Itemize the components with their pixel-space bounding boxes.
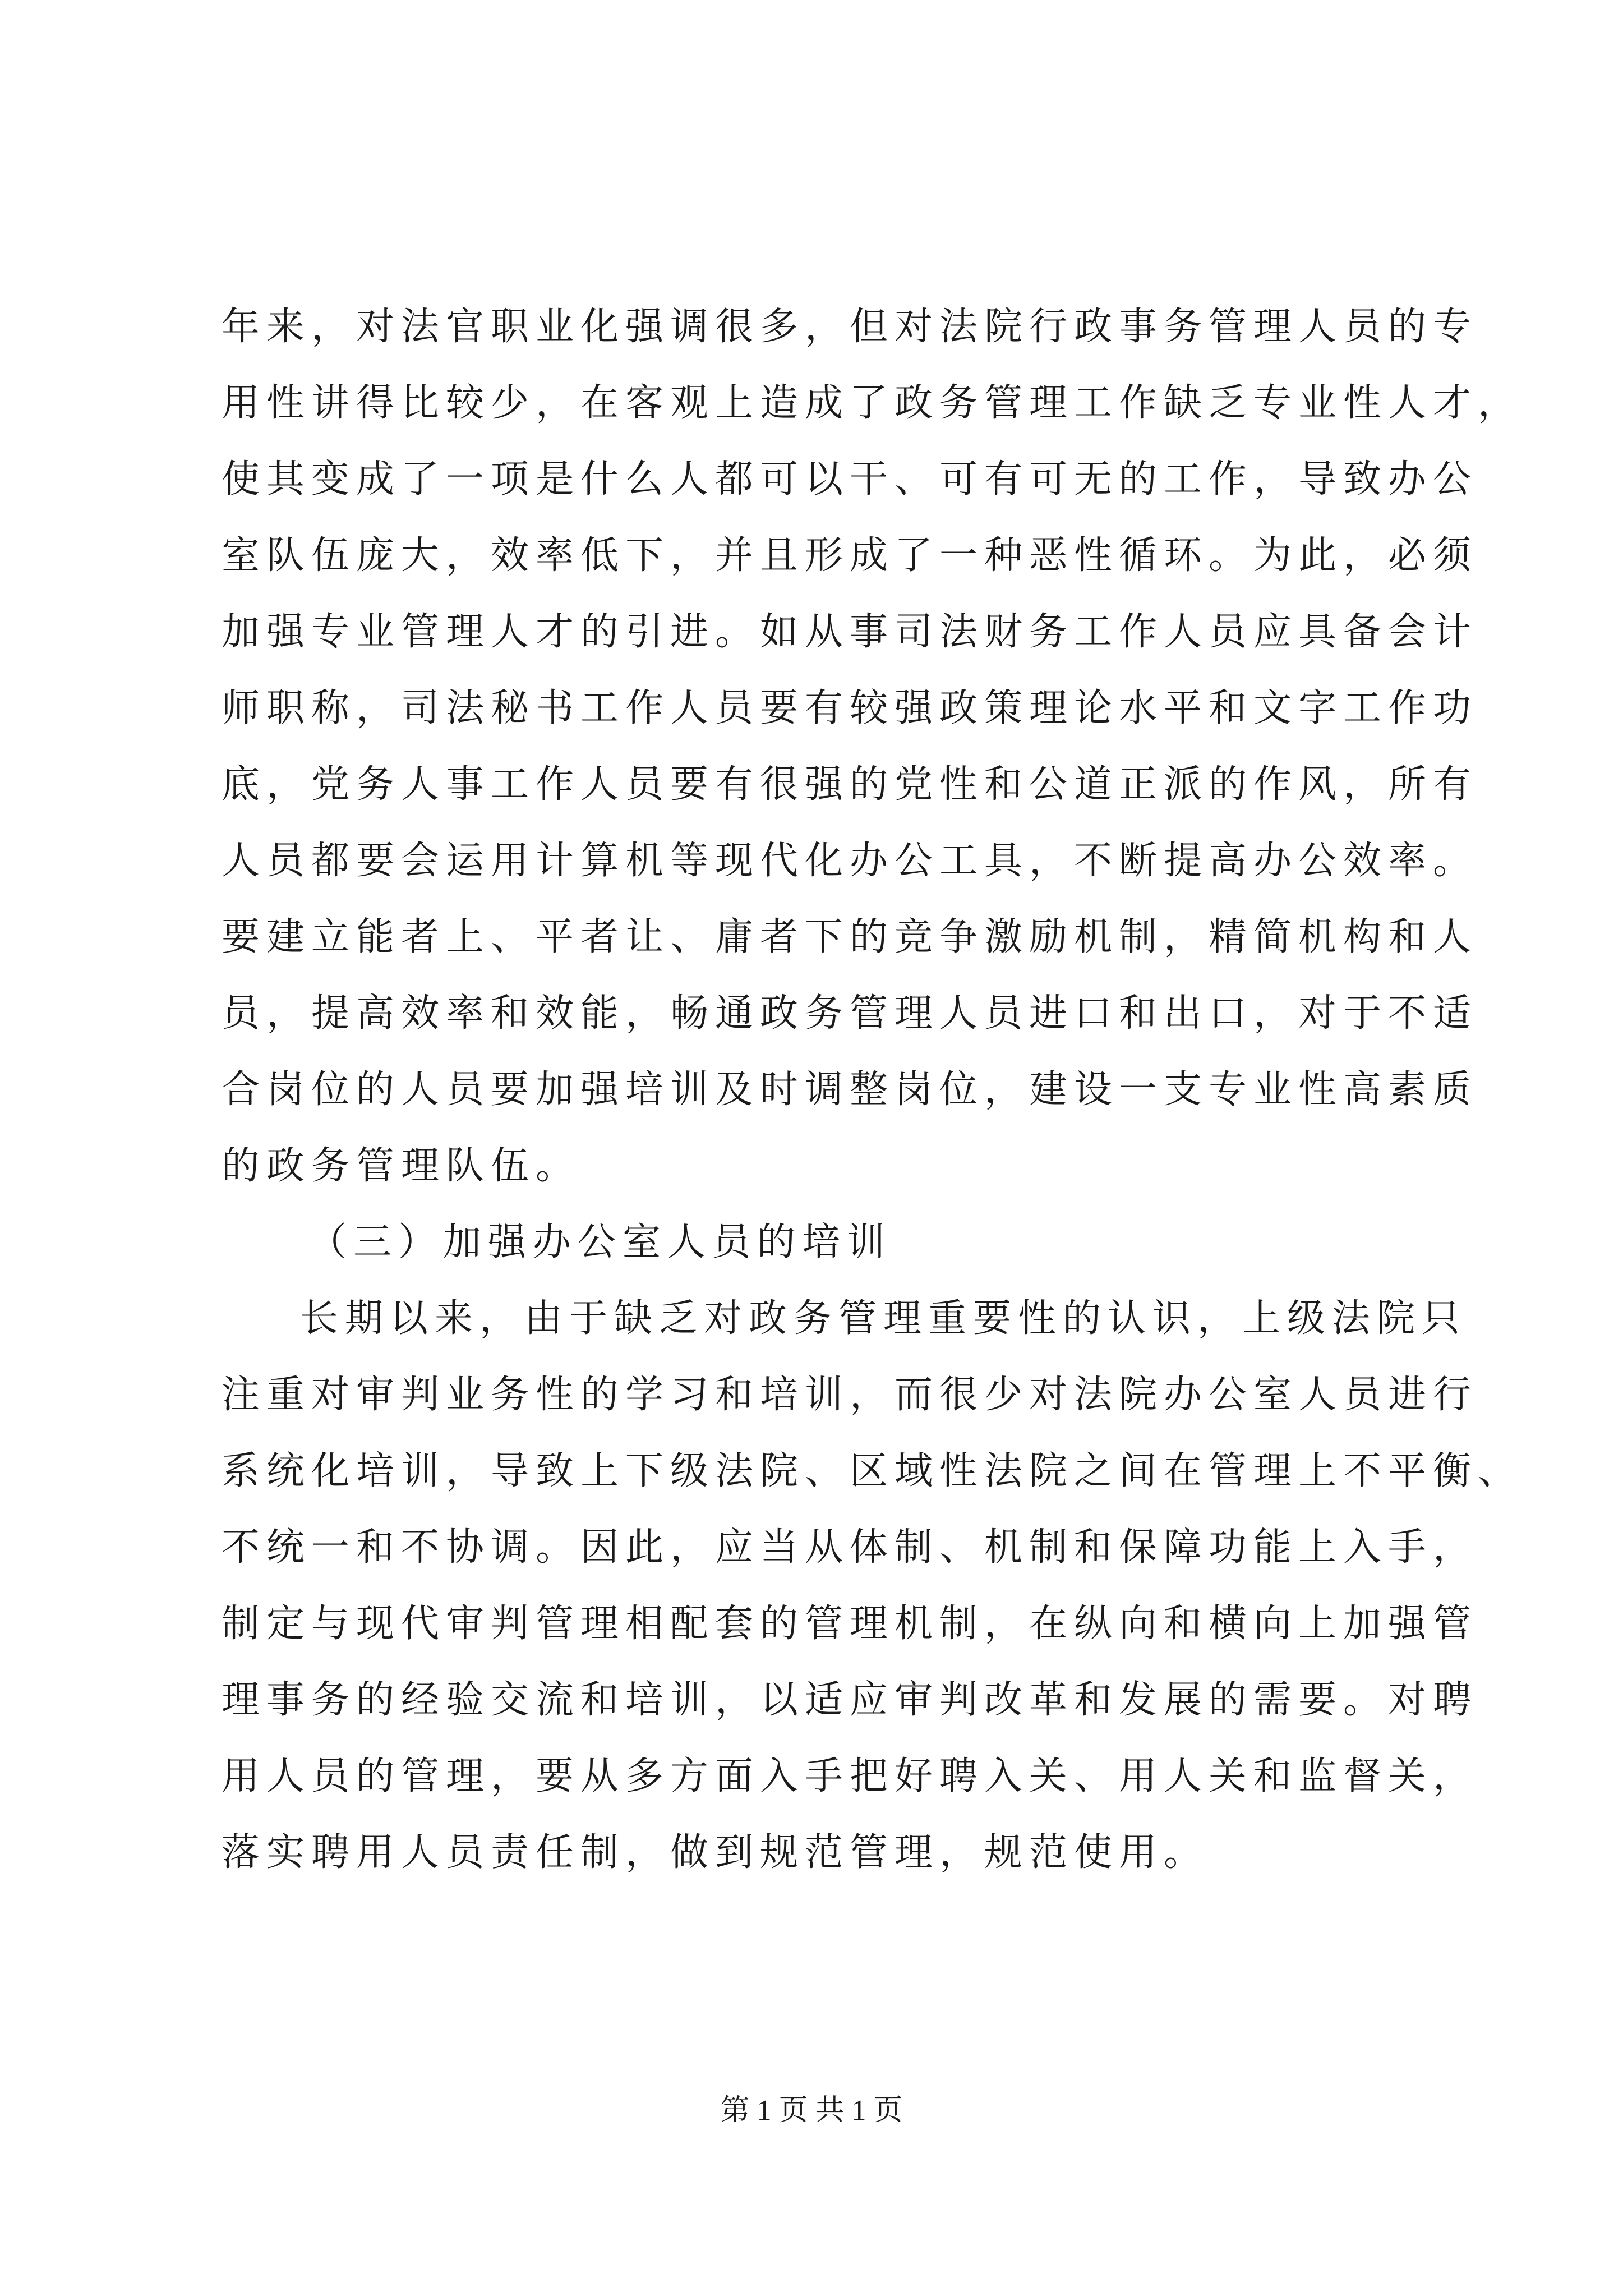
- paragraph-line: 落实聘用人员责任制，做到规范管理，规范使用。: [222, 1830, 1209, 1875]
- document-body: [222, 289, 1523, 1891]
- paragraph-line: 加强专业管理人才的引进。如从事司法财务工作人员应具备会计: [222, 610, 1478, 654]
- paragraph-line: 员，提高效率和效能，畅通政务管理人员进口和出口，对于不适: [222, 991, 1478, 1036]
- page-footer: 第 1 页 共 1 页: [720, 2095, 903, 2127]
- paragraph-line: 系统化培训，导致上下级法院、区域性法院之间在管理上不平衡、: [222, 1449, 1523, 1493]
- paragraph-line: 使其变成了一项是什么人都可以干、可有可无的工作，导致办公: [222, 457, 1478, 501]
- paragraph-line: 理事务的经验交流和培训，以适应审判改革和发展的需要。对聘: [222, 1678, 1478, 1722]
- paragraph-line: 用人员的管理，要从多方面入手把好聘入关、用人关和监督关，: [222, 1754, 1478, 1798]
- paragraph-line: 制定与现代审判管理相配套的管理机制，在纵向和横向上加强管: [222, 1602, 1478, 1646]
- paragraph-line: 年来，对法官职业化强调很多，但对法院行政事务管理人员的专: [222, 305, 1478, 349]
- paragraph-line: 长期以来，由于缺乏对政务管理重要性的认识，上级法院只: [300, 1296, 1467, 1341]
- paragraph-line: 室队伍庞大，效率低下，并且形成了一种恶性循环。为此，必须: [222, 533, 1478, 578]
- section-heading: （三）加强办公室人员的培训: [308, 1220, 892, 1264]
- paragraph-line: 底，党务人事工作人员要有很强的党性和公道正派的作风，所有: [222, 762, 1478, 807]
- paragraph-line: 合岗位的人员要加强培训及时调整岗位，建设一支专业性高素质: [222, 1068, 1478, 1112]
- paragraph-line: 人员都要会运用计算机等现代化办公工具，不断提高办公效率。: [222, 839, 1478, 883]
- paragraph-line: 师职称，司法秘书工作人员要有较强政策理论水平和文字工作功: [222, 686, 1478, 730]
- paragraph-line: 要建立能者上、平者让、庸者下的竞争激励机制，精简机构和人: [222, 915, 1478, 959]
- paragraph-line: 注重对审判业务性的学习和培训，而很少对法院办公室人员进行: [222, 1373, 1478, 1417]
- paragraph-line: 的政务管理队伍。: [222, 1144, 581, 1188]
- paragraph-line: 用性讲得比较少，在客观上造成了政务管理工作缺乏专业性人才，: [222, 381, 1523, 425]
- paragraph-line: 不统一和不协调。因此，应当从体制、机制和保障功能上入手，: [222, 1525, 1478, 1570]
